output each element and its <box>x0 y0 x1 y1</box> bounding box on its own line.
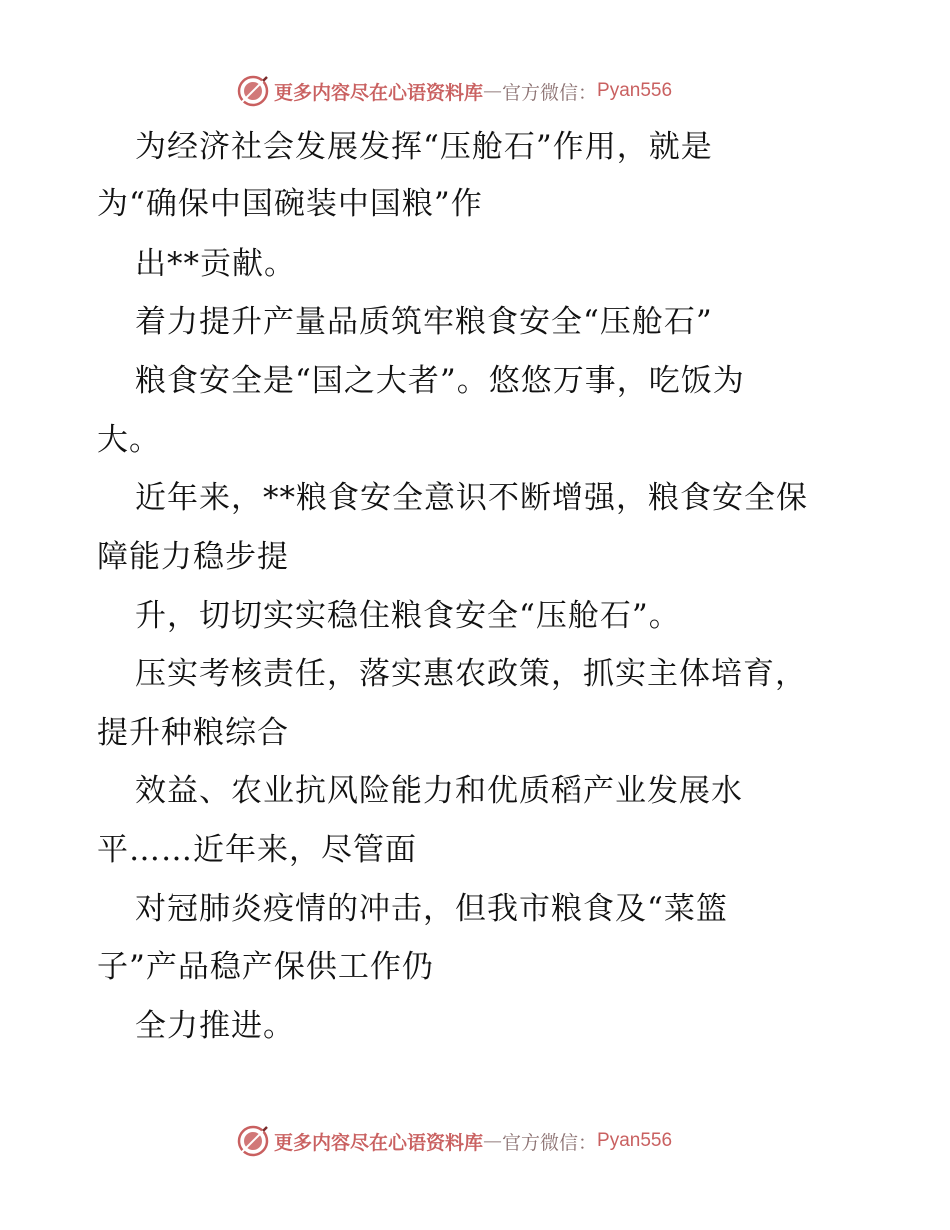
watermark-dash: — <box>483 1130 503 1152</box>
body-line: 近年来，**粮食安全意识不断增强，粮食安全保 <box>135 480 808 516</box>
body-line: 大。 <box>97 422 161 458</box>
body-line: 对冠肺炎疫情的冲击，但我市粮食及“菜篮 <box>135 891 728 927</box>
body-line: 提升种粮综合 <box>97 715 289 751</box>
body-line: 平……近年来，尽管面 <box>97 832 417 868</box>
body-line: 全力推进。 <box>135 1008 295 1044</box>
body-line: 着力提升产量品质筑牢粮食安全“压舱石” <box>135 304 713 340</box>
quill-logo-icon <box>236 1124 270 1158</box>
body-line: 效益、农业抗风险能力和优质稻产业发展水 <box>135 773 743 809</box>
body-line: 压实考核责任，落实惠农政策，抓实主体培育， <box>135 656 807 692</box>
watermark-id: Pyan556 <box>597 80 673 101</box>
quill-logo-icon <box>236 74 270 108</box>
body-line: 粮食安全是“国之大者”。悠悠万事，吃饭为 <box>135 363 745 399</box>
body-line: 为“确保中国碗装中国粮”作 <box>97 186 483 222</box>
body-line: 子”产品稳产保供工作仍 <box>97 949 434 985</box>
watermark-title: 更多内容尽在心语资料库 <box>274 81 484 104</box>
watermark-id: Pyan556 <box>597 1130 673 1151</box>
watermark-header <box>236 74 672 108</box>
watermark-title: 更多内容尽在心语资料库 <box>274 1131 484 1154</box>
body-line: 障能力稳步提 <box>97 539 289 575</box>
watermark-label: 官方微信： <box>502 1131 598 1154</box>
body-line: 升，切切实实稳住粮食安全“压舱石”。 <box>135 598 681 634</box>
body-line: 为经济社会发展发挥“压舱石”作用，就是 <box>135 129 713 165</box>
watermark-label: 官方微信： <box>502 81 598 104</box>
body-line: 出**贡献。 <box>135 246 296 282</box>
watermark-dash: — <box>483 80 503 102</box>
watermark-footer <box>236 1124 672 1158</box>
